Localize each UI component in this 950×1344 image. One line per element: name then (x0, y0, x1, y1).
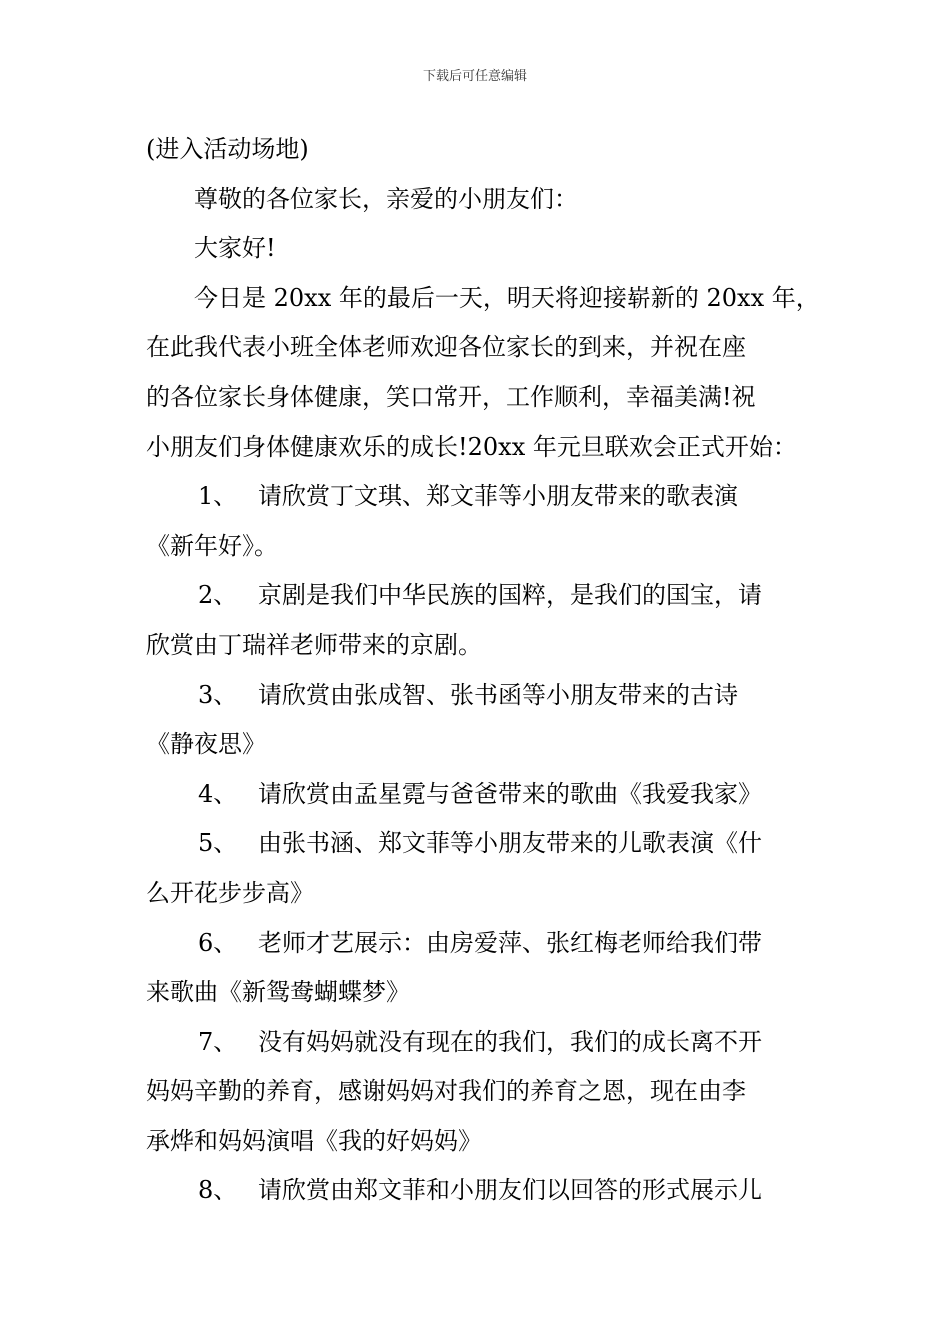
paragraph-line (146, 323, 810, 373)
list-item-number: 2、 (198, 581, 238, 610)
paragraph-line (146, 1117, 810, 1167)
list-item-line (146, 1018, 810, 1068)
line-text: 请欣赏由孟星霓与爸爸带来的歌曲《我爱我家》 (258, 779, 762, 808)
paragraph-line (146, 869, 810, 919)
line-text: 妈妈辛勤的养育，感谢妈妈对我们的养育之恩，现在由李 (146, 1077, 746, 1106)
list-item-line (146, 1166, 810, 1216)
paragraph-line (146, 522, 810, 572)
list-item-number: 3、 (198, 680, 238, 709)
paragraph-line (146, 274, 820, 324)
line-text: 尊敬的各位家长，亲爱的小朋友们： (194, 184, 578, 213)
page-header-note: 下载后可任意编辑 (422, 69, 527, 84)
paragraph-line (146, 373, 810, 423)
list-item-line (146, 671, 810, 721)
paragraph-line (146, 1067, 810, 1117)
list-item-number: 7、 (198, 1027, 238, 1056)
paragraph-line (146, 423, 810, 473)
paragraph-line (146, 621, 810, 671)
line-text: 么开花步步高》 (146, 878, 314, 907)
list-item-line (146, 472, 810, 522)
line-text: 来歌曲《新鸳鸯蝴蝶梦》 (146, 978, 410, 1007)
paragraph-line (146, 175, 810, 225)
line-text: 老师才艺展示：由房爱萍、张红梅老师给我们带 (258, 928, 762, 957)
line-text: 《新年好》。 (146, 531, 278, 560)
line-text: 没有妈妈就没有现在的我们，我们的成长离不开 (258, 1027, 762, 1056)
line-text: 承烨和妈妈演唱《我的好妈妈》 (146, 1126, 482, 1155)
paragraph-line (146, 125, 810, 175)
line-text: 欣赏由丁瑞祥老师带来的京剧。 (146, 630, 482, 659)
document-body (146, 125, 820, 1216)
list-item-line (146, 571, 810, 621)
list-item-number: 8、 (198, 1176, 238, 1205)
paragraph-line (146, 968, 810, 1018)
list-item-number: 4、 (198, 779, 238, 808)
line-text: (进入活动场地) (146, 135, 309, 163)
list-item-number: 1、 (198, 482, 238, 511)
line-text: 小朋友们身体健康欢乐的成长!20xx 年元旦联欢会正式开始： (146, 432, 797, 461)
line-text: 大家好! (194, 234, 276, 263)
line-text: 今日是 20xx 年的最后一天，明天将迎接崭新的 20xx 年， (194, 283, 820, 312)
line-text: 在此我代表小班全体老师欢迎各位家长的到来，并祝在座 (146, 333, 746, 362)
list-item-line (146, 919, 810, 969)
list-item-number: 6、 (198, 928, 238, 957)
list-item-line (146, 770, 810, 820)
paragraph-line (146, 720, 810, 770)
line-text: 请欣赏丁文琪、郑文菲等小朋友带来的歌表演 (258, 482, 738, 511)
line-text: 《静夜思》 (146, 730, 266, 759)
list-item-number: 5、 (198, 829, 238, 858)
paragraph-line (146, 224, 810, 274)
line-text: 请欣赏由张成智、张书函等小朋友带来的古诗 (258, 680, 738, 709)
list-item-line (146, 819, 810, 869)
line-text: 由张书涵、郑文菲等小朋友带来的儿歌表演《什 (258, 829, 762, 858)
line-text: 京剧是我们中华民族的国粹，是我们的国宝，请 (258, 581, 762, 610)
line-text: 请欣赏由郑文菲和小朋友们以回答的形式展示儿 (258, 1176, 762, 1205)
line-text: 的各位家长身体健康，笑口常开，工作顺利，幸福美满!祝 (146, 382, 756, 411)
